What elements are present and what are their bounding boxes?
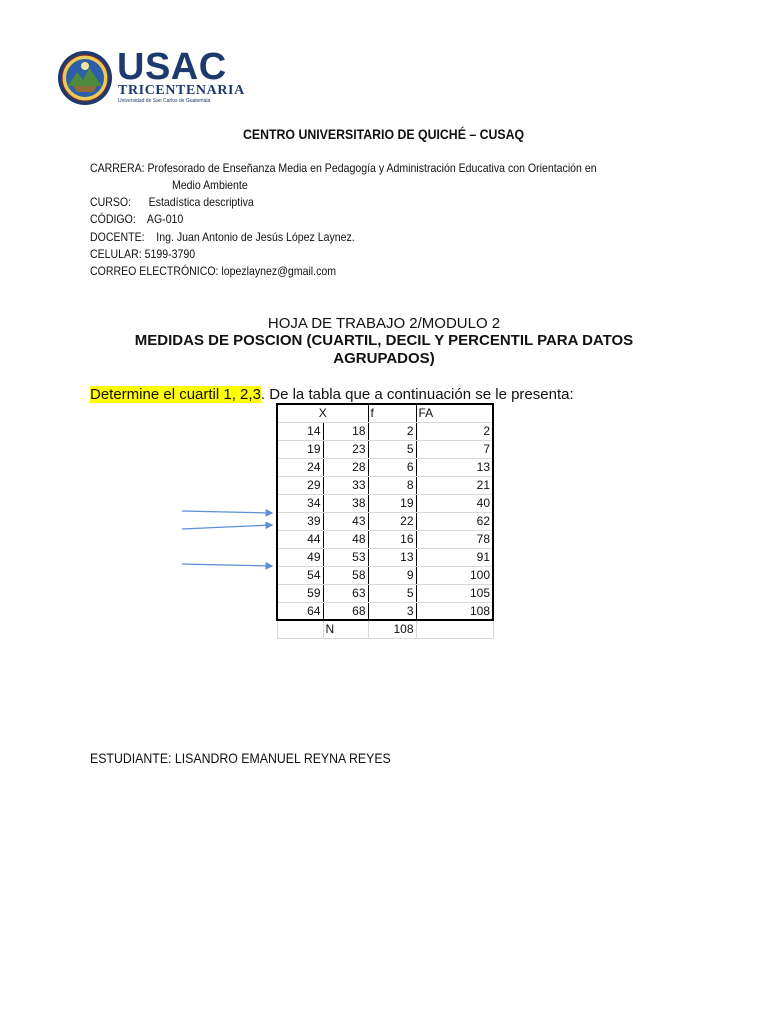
footer-n-value: 108	[368, 620, 416, 638]
upper-limit-cell: 28	[323, 458, 368, 476]
table-header-row	[277, 404, 493, 422]
upper-limit-cell: 48	[323, 530, 368, 548]
arrow-q3	[182, 564, 272, 566]
arrow-q1	[182, 511, 272, 513]
frequency-cell: 16	[368, 530, 416, 548]
frequency-cell: 6	[368, 458, 416, 476]
cumulative-frequency-cell: 7	[416, 440, 493, 458]
lower-limit-cell: 54	[277, 566, 323, 584]
code-line: CÓDIGO: AG-010	[90, 212, 184, 226]
frequency-cell: 13	[368, 548, 416, 566]
header-fa: FA	[416, 404, 493, 422]
worksheet-subtitle: MEDIDAS DE POSCION (CUARTIL, DECIL Y PERCENTIL PARA DATOS AGRUPADOS)	[134, 332, 634, 367]
table-row	[277, 440, 493, 458]
table-row	[277, 584, 493, 602]
arrow-q2	[182, 525, 272, 529]
frequency-cell: 8	[368, 476, 416, 494]
email-line: CORREO ELECTRÓNICO: lopezlaynez@gmail.com	[90, 264, 337, 278]
footer-empty	[277, 620, 323, 638]
cumulative-frequency-cell: 2	[416, 422, 493, 440]
career-line: CARRERA: Profesorado de Enseñanza Media en Pedagogía y Administración Educativa con Orientación en	[90, 161, 597, 175]
instruction-highlight: Determine el cuartil 1, 2,3	[90, 386, 261, 403]
upper-limit-cell: 53	[323, 548, 368, 566]
upper-limit-cell: 43	[323, 512, 368, 530]
table-row	[277, 512, 493, 530]
table-row	[277, 494, 493, 512]
table-footer-row	[277, 620, 493, 638]
worksheet-title: HOJA DE TRABAJO 2/MODULO 2	[267, 315, 501, 332]
cumulative-frequency-cell: 91	[416, 548, 493, 566]
career-line-continued: Medio Ambiente	[172, 178, 248, 192]
center-title: CENTRO UNIVERSITARIO DE QUICHÉ – CUSAQ	[243, 126, 525, 142]
cumulative-frequency-cell: 108	[416, 602, 493, 620]
upper-limit-cell: 33	[323, 476, 368, 494]
lower-limit-cell: 14	[277, 422, 323, 440]
instruction-text: . De la tabla que a continuación se le presenta:	[260, 386, 574, 403]
frequency-cell: 2	[368, 422, 416, 440]
phone-line: CELULAR: 5199-3790	[90, 247, 196, 261]
frequency-cell: 19	[368, 494, 416, 512]
lower-limit-cell: 59	[277, 584, 323, 602]
lower-limit-cell: 39	[277, 512, 323, 530]
cumulative-frequency-cell: 62	[416, 512, 493, 530]
usac-logo	[57, 46, 245, 106]
usac-wordmark: USAC	[117, 46, 227, 88]
cumulative-frequency-cell: 78	[416, 530, 493, 548]
table-row	[277, 422, 493, 440]
frequency-table	[276, 403, 494, 639]
cumulative-frequency-cell: 40	[416, 494, 493, 512]
logo-university-name: Universidad de San Carlos de Guatemala	[118, 98, 211, 104]
upper-limit-cell: 58	[323, 566, 368, 584]
lower-limit-cell: 44	[277, 530, 323, 548]
row-pointer-arrows	[180, 505, 276, 575]
lower-limit-cell: 19	[277, 440, 323, 458]
lower-limit-cell: 49	[277, 548, 323, 566]
teacher-line: DOCENTE: Ing. Juan Antonio de Jesús López Laynez.	[90, 230, 355, 244]
frequency-cell: 22	[368, 512, 416, 530]
lower-limit-cell: 64	[277, 602, 323, 620]
header-f: f	[368, 404, 416, 422]
footer-n-label: N	[323, 620, 368, 638]
table-row	[277, 602, 493, 620]
header-x: X	[277, 404, 368, 422]
table-row	[277, 566, 493, 584]
cumulative-frequency-cell: 105	[416, 584, 493, 602]
cumulative-frequency-cell: 21	[416, 476, 493, 494]
upper-limit-cell: 23	[323, 440, 368, 458]
frequency-cell: 5	[368, 584, 416, 602]
frequency-cell: 5	[368, 440, 416, 458]
lower-limit-cell: 29	[277, 476, 323, 494]
table-row	[277, 476, 493, 494]
table-body	[277, 422, 493, 620]
upper-limit-cell: 38	[323, 494, 368, 512]
lower-limit-cell: 24	[277, 458, 323, 476]
upper-limit-cell: 63	[323, 584, 368, 602]
instruction	[90, 386, 574, 403]
table-row	[277, 530, 493, 548]
logo-subtitle: TRICENTENARIA	[118, 83, 245, 98]
student-name: ESTUDIANTE: LISANDRO EMANUEL REYNA REYES	[90, 750, 391, 766]
table-row	[277, 458, 493, 476]
upper-limit-cell: 18	[323, 422, 368, 440]
upper-limit-cell: 68	[323, 602, 368, 620]
footer-empty-2	[416, 620, 493, 638]
frequency-cell: 3	[368, 602, 416, 620]
lower-limit-cell: 34	[277, 494, 323, 512]
course-line: CURSO: Estadística descriptiva	[90, 195, 254, 209]
table-row	[277, 548, 493, 566]
university-seal-icon	[57, 50, 113, 106]
cumulative-frequency-cell: 100	[416, 566, 493, 584]
cumulative-frequency-cell: 13	[416, 458, 493, 476]
frequency-cell: 9	[368, 566, 416, 584]
